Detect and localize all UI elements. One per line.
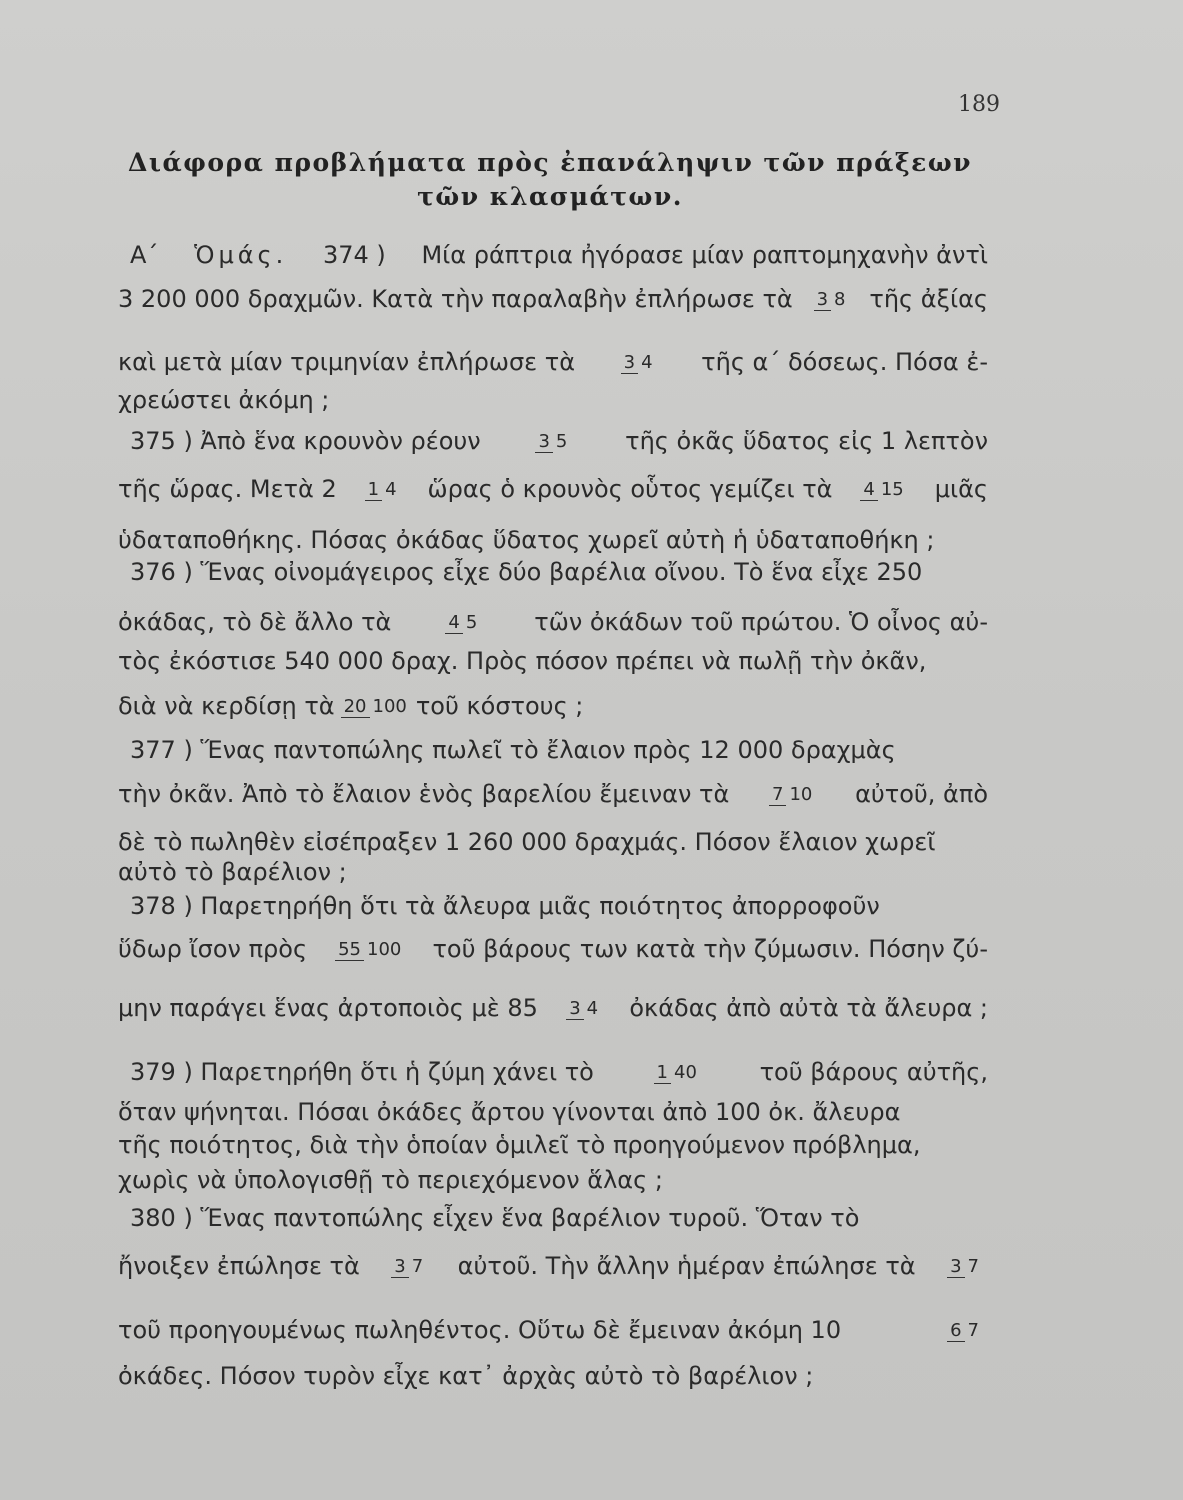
numerator: 3 bbox=[566, 998, 583, 1020]
line-text: χωρὶς νὰ ὑπολογισθῇ τὸ περιεχόμενον ἅλας ; bbox=[118, 1166, 663, 1194]
denominator: 5 bbox=[555, 430, 568, 452]
text-line-24 bbox=[118, 1246, 988, 1286]
denominator: 15 bbox=[880, 478, 904, 500]
line-text: διὰ νὰ κερδίσῃ τὰ bbox=[118, 692, 335, 720]
denominator: 8 bbox=[834, 288, 846, 310]
denominator: 4 bbox=[385, 478, 397, 500]
text-line-11 bbox=[118, 686, 988, 726]
text-line-19 bbox=[130, 1052, 988, 1092]
line-text: 377 ) Ἕνας παντοπώλης πωλεῖ τὸ ἔλαιον πρὸς 12 000 δραχμὰς bbox=[130, 736, 896, 764]
text-line-4 bbox=[118, 380, 988, 420]
fraction bbox=[341, 697, 410, 716]
denominator: 100 bbox=[372, 695, 407, 717]
line-text: αὐτοῦ. Τὴν ἄλλην ἡμέραν ἐπώλησε τὰ bbox=[457, 1252, 916, 1280]
line-text: μην παράγει ἕνας ἀρτοποιὸς μὲ 85 bbox=[118, 994, 538, 1022]
line-text: δὲ τὸ πωληθὲν εἰσέπραξεν 1 260 000 δραχμάς. Πόσον ἔλαιον χωρεῖ bbox=[118, 828, 936, 856]
numerator: 3 bbox=[621, 352, 638, 374]
denominator: 7 bbox=[967, 1255, 979, 1277]
text-line-3 bbox=[118, 342, 988, 382]
denominator: 5 bbox=[465, 611, 478, 633]
numerator: 1 bbox=[654, 1062, 671, 1084]
fraction bbox=[814, 290, 849, 309]
line-text: αὐτοῦ, ἀπὸ bbox=[855, 780, 988, 808]
fraction bbox=[860, 480, 906, 499]
line-text: ὑδαταποθήκης. Πόσας ὀκάδας ὕδατος χωρεῖ αὐτὴ ἡ ὑδαταποθήκη ; bbox=[118, 526, 935, 554]
text-line-6 bbox=[118, 469, 988, 509]
fraction bbox=[335, 940, 404, 959]
denominator: 7 bbox=[967, 1319, 979, 1341]
denominator: 4 bbox=[641, 351, 653, 373]
fraction bbox=[947, 1321, 982, 1340]
line-text: τὸς ἐκόστισε 540 000 δραχ. Πρὸς πόσον πρέπει νὰ πωλῇ τὴν ὀκᾶν, bbox=[118, 647, 927, 675]
line-text: ὀκάδας ἀπὸ αὐτὰ τὰ ἄλευρα ; bbox=[629, 994, 988, 1022]
fraction bbox=[654, 1063, 700, 1082]
numerator: 3 bbox=[391, 1256, 408, 1278]
line-text: τῆς ὀκᾶς ὕδατος εἰς 1 λεπτὸν bbox=[625, 427, 988, 455]
numerator: 4 bbox=[445, 612, 462, 634]
text-line-1 bbox=[130, 235, 988, 275]
problem-number: 374 ) bbox=[322, 241, 386, 269]
fraction bbox=[535, 432, 570, 451]
text-line-26 bbox=[118, 1356, 988, 1396]
text-line-9 bbox=[118, 602, 988, 642]
fraction bbox=[566, 999, 601, 1018]
text-line-23 bbox=[130, 1198, 988, 1238]
line-text: ὕδωρ ἴσον πρὸς bbox=[118, 935, 308, 963]
fraction bbox=[621, 353, 656, 372]
line-text: ὥρας ὁ κρουνὸς οὗτος γεμίζει τὰ bbox=[427, 475, 833, 503]
text-line-10 bbox=[118, 641, 988, 681]
line-text: 380 ) Ἕνας παντοπώλης εἶχεν ἕνα βαρέλιον τυροῦ. Ὅταν τὸ bbox=[130, 1204, 860, 1232]
denominator: 7 bbox=[411, 1255, 424, 1277]
line-text: καὶ μετὰ μίαν τριμηνίαν ἐπλήρωσε τὰ bbox=[118, 348, 576, 376]
text-line-8 bbox=[130, 552, 988, 592]
numerator: 4 bbox=[860, 479, 877, 501]
numerator: 3 bbox=[947, 1256, 964, 1278]
text-line-13 bbox=[118, 774, 988, 814]
numerator: 7 bbox=[769, 784, 786, 806]
denominator: 100 bbox=[367, 938, 402, 960]
line-text: αὐτὸ τὸ βαρέλιον ; bbox=[118, 858, 347, 886]
line-text: ἤνοιξεν ἐπώλησε τὰ bbox=[118, 1252, 360, 1280]
line-text: 375 ) Ἀπὸ ἕνα κρουνὸν ρέουν bbox=[130, 427, 481, 455]
denominator: 4 bbox=[586, 997, 599, 1019]
line-text: τῶν ὀκάδων τοῦ πρώτου. Ὁ οἶνος αὐ- bbox=[534, 608, 988, 636]
fraction bbox=[391, 1257, 426, 1276]
text-line-18 bbox=[118, 988, 988, 1028]
numerator: 3 bbox=[535, 431, 552, 453]
line-text: τοῦ προηγουμένως πωληθέντος. Οὕτω δὲ ἔμειναν ἀκόμη 10 bbox=[118, 1316, 842, 1344]
numerator: 55 bbox=[335, 939, 364, 961]
text-line-22 bbox=[118, 1160, 988, 1200]
group-word: Ὁμάς. bbox=[194, 241, 288, 269]
numerator: 1 bbox=[365, 479, 382, 501]
text-line-16 bbox=[130, 886, 988, 926]
line-text: ὅταν ψήνηται. Πόσαι ὀκάδες ἄρτου γίνονται ἀπὸ 100 ὀκ. ἄλευρα bbox=[118, 1098, 901, 1126]
line-text: τοῦ κόστους ; bbox=[415, 692, 584, 720]
line-text: 379 ) Παρετηρήθη ὅτι ἡ ζύμη χάνει τὸ bbox=[130, 1058, 594, 1086]
fraction bbox=[365, 480, 400, 499]
fraction bbox=[769, 785, 815, 804]
line-text: 376 ) Ἕνας οἰνομάγειρος εἶχε δύο βαρέλια οἴνου. Τὸ ἕνα εἶχε 250 bbox=[130, 558, 923, 586]
text-line-17 bbox=[118, 929, 988, 969]
text-line-12 bbox=[130, 730, 988, 770]
text-line-25 bbox=[118, 1310, 988, 1350]
line-text: τοῦ βάρους αὐτῆς, bbox=[759, 1058, 988, 1086]
line-text: 3 200 000 δραχμῶν. Κατὰ τὴν παραλαβὴν ἐπλήρωσε τὰ bbox=[118, 285, 793, 313]
line-text: 378 ) Παρετηρήθη ὅτι τὰ ἄλευρα μιᾶς ποιότητος ἀπορροφοῦν bbox=[130, 892, 880, 920]
line-text: τοῦ βάρους των κατὰ τὴν ζύμωσιν. Πόσην ζύ- bbox=[432, 935, 988, 963]
text-line-21 bbox=[118, 1125, 988, 1165]
line-text: τῆς ποιότητος, διὰ τὴν ὁποίαν ὁμιλεῖ τὸ προηγούμενον πρόβλημα, bbox=[118, 1131, 921, 1159]
denominator: 40 bbox=[674, 1061, 697, 1083]
fraction bbox=[947, 1257, 982, 1276]
group-letter: Α΄ bbox=[130, 241, 159, 269]
text-line-5 bbox=[130, 421, 988, 461]
line-text: τὴν ὀκᾶν. Ἀπὸ τὸ ἔλαιον ἑνὸς βαρελίου ἔμειναν τὰ bbox=[118, 780, 730, 808]
line-text: μιᾶς bbox=[934, 475, 988, 503]
numerator: 20 bbox=[341, 696, 370, 718]
line-text: χρεώστει ἀκόμη ; bbox=[118, 386, 330, 414]
line-text: Μία ράπτρια ἠγόρασε μίαν ραπτομηχανὴν ἀντὶ bbox=[421, 241, 988, 269]
section-title-line-1: Διάφορα προβλήματα πρὸς ἐπανάληψιν τῶν πράξεων bbox=[127, 148, 973, 177]
text-line-2 bbox=[118, 279, 988, 319]
numerator: 3 bbox=[814, 289, 831, 311]
denominator: 10 bbox=[789, 783, 813, 805]
page-number: 189 bbox=[958, 92, 1000, 117]
section-title-line-2: τῶν κλασμάτων. bbox=[417, 182, 683, 211]
numerator: 6 bbox=[947, 1320, 964, 1342]
line-text: τῆς ἀξίας bbox=[869, 285, 988, 313]
line-text: ὀκάδες. Πόσον τυρὸν εἶχε κατ᾿ ἀρχὰς αὐτὸ τὸ βαρέλιον ; bbox=[118, 1362, 814, 1390]
fraction bbox=[445, 613, 480, 632]
line-text: τῆς α΄ δόσεως. Πόσα ἐ- bbox=[701, 348, 988, 376]
line-text: τῆς ὥρας. Μετὰ 2 bbox=[118, 475, 337, 503]
line-text: ὀκάδας, τὸ δὲ ἄλλο τὰ bbox=[118, 608, 392, 636]
